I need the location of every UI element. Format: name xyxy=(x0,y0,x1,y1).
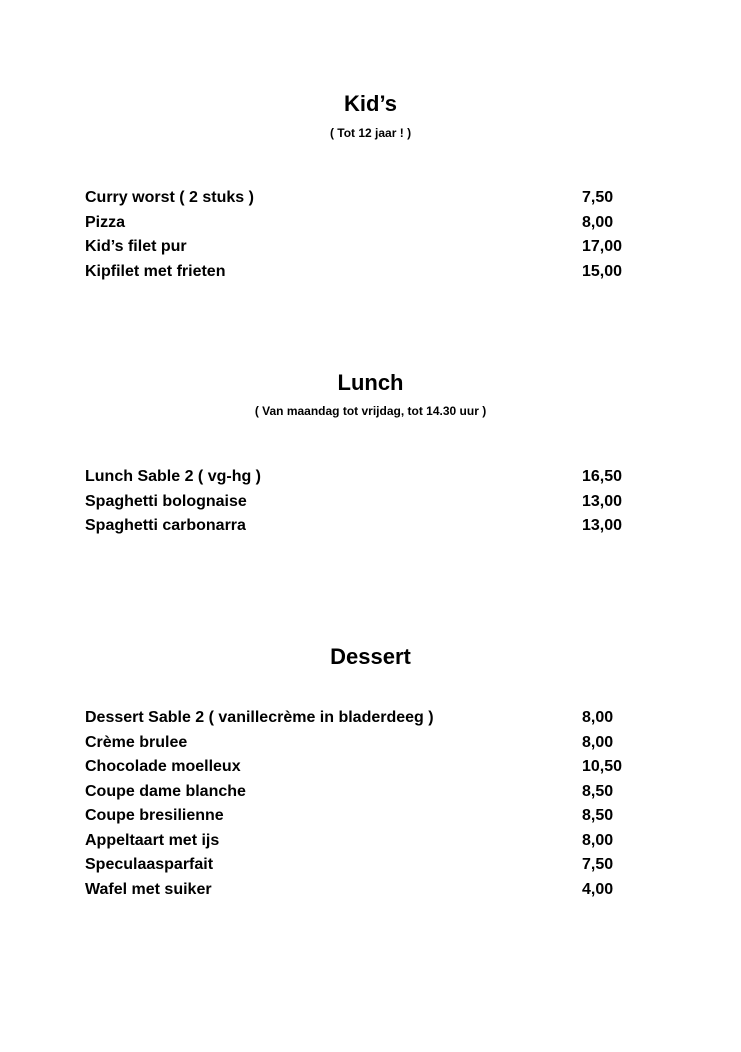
menu-item xyxy=(0,853,741,878)
section-title: Kid’s xyxy=(344,91,397,116)
menu-item xyxy=(0,878,741,903)
menu-item-price: 8,00 xyxy=(582,709,614,726)
menu-item xyxy=(0,465,741,490)
menu-item-price: 10,50 xyxy=(582,758,623,775)
menu-item-price: 4,00 xyxy=(582,880,614,898)
menu-item xyxy=(0,490,741,515)
menu-item xyxy=(0,235,741,260)
menu-item-name: Chocolade moelleux xyxy=(85,758,241,775)
menu-item-name: Pizza xyxy=(85,213,126,231)
menu-item xyxy=(0,804,741,829)
menu-item xyxy=(0,514,741,539)
menu-item-name: Lunch Sable 2 ( vg-hg ) xyxy=(85,468,262,485)
menu-item-name: Spaghetti bolognaise xyxy=(85,492,247,510)
menu-item-name: Speculaasparfait xyxy=(85,856,214,873)
menu-item-name: Wafel met suiker xyxy=(85,880,212,898)
menu-item xyxy=(0,706,741,731)
menu-item xyxy=(0,260,741,285)
menu-item-name: Kid’s filet pur xyxy=(85,238,187,255)
menu-item xyxy=(0,186,741,211)
menu-item-price: 13,00 xyxy=(582,492,623,510)
menu-item-price: 13,00 xyxy=(582,517,623,534)
menu-item-name: Dessert Sable 2 ( vanillecrème in bladerdeeg ) xyxy=(85,709,434,726)
menu-item-price: 8,00 xyxy=(582,831,614,849)
menu-item-list xyxy=(0,706,741,902)
menu-item-name: Kipfilet met frieten xyxy=(85,262,226,280)
section-title: Dessert xyxy=(330,644,411,669)
menu-item-name: Spaghetti carbonarra xyxy=(85,517,246,534)
menu-item-list xyxy=(0,186,741,284)
menu-item-list xyxy=(0,465,741,539)
menu-item-price: 8,50 xyxy=(582,782,614,800)
menu-item-name: Crème brulee xyxy=(85,733,188,751)
menu-item-price: 7,50 xyxy=(582,189,614,206)
menu-item-price: 8,00 xyxy=(582,213,614,231)
menu-item-price: 16,50 xyxy=(582,468,623,485)
menu-item xyxy=(0,731,741,756)
menu-item-name: Curry worst ( 2 stuks ) xyxy=(85,189,254,206)
menu-item-name: Appeltaart met ijs xyxy=(85,831,220,849)
menu-item xyxy=(0,211,741,236)
section-title: Lunch xyxy=(337,370,404,395)
menu-item xyxy=(0,755,741,780)
section-subtitle: ( Van maandag tot vrijdag, tot 14.30 uur ) xyxy=(254,404,487,418)
menu-item xyxy=(0,780,741,805)
menu-item xyxy=(0,829,741,854)
section-subtitle: ( Tot 12 jaar ! ) xyxy=(329,126,412,140)
menu-item-price: 8,00 xyxy=(582,733,614,751)
menu-item-price: 17,00 xyxy=(582,238,623,255)
menu-item-name: Coupe dame blanche xyxy=(85,782,246,800)
menu-item-price: 7,50 xyxy=(582,856,614,873)
menu-item-price: 8,50 xyxy=(582,807,614,824)
menu-item-name: Coupe bresilienne xyxy=(85,807,224,824)
menu-item-price: 15,00 xyxy=(582,262,623,280)
